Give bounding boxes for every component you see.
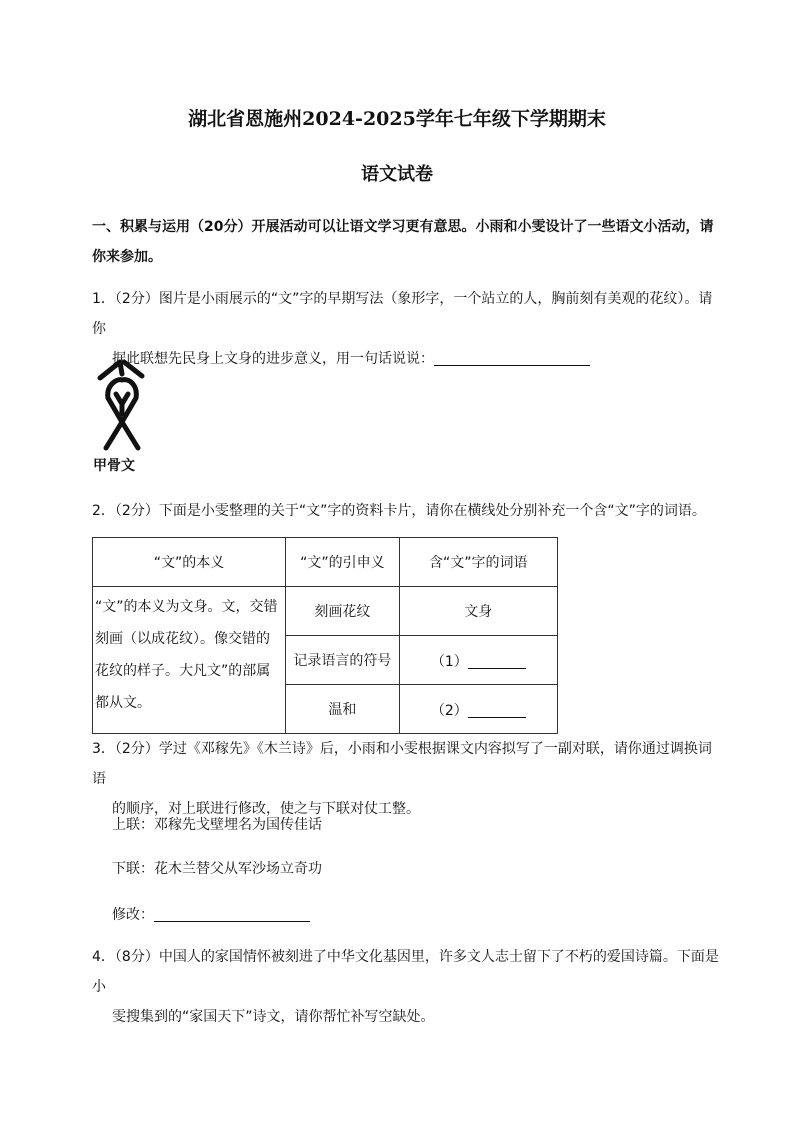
answer-blank[interactable] <box>154 903 310 922</box>
upper-couplet: 上联：邓稼先戈壁埋名为国传佳话 <box>112 817 322 833</box>
question-text: 雯搜集到的“家国天下”诗文，请你帮忙补写空缺处。 <box>112 1009 435 1025</box>
question-number: 4． <box>92 949 115 965</box>
word-cell: 文身 <box>399 587 557 636</box>
question-number: 1． <box>92 291 115 307</box>
question-number: 2． <box>92 503 115 519</box>
answer-blank[interactable] <box>468 699 526 718</box>
glyph-caption: 甲骨文 <box>93 458 135 474</box>
question-text: （2分）学过《邓稼先》《木兰诗》后，小雨和小雯根据课文内容拟写了一副对联，请你通过调换词语 <box>92 741 712 787</box>
extended-meaning-cell: 温和 <box>286 685 400 734</box>
oracle-bone-glyph-icon <box>92 360 152 460</box>
question-text: （8分）中国人的家国情怀被刻进了中华文化基因里，许多文人志士留下了不朽的爱国诗篇。下面是小 <box>92 949 719 995</box>
lower-couplet: 下联：花木兰替父从军沙场立奇功 <box>112 861 322 877</box>
table-header: 含“文”字的词语 <box>399 538 557 587</box>
question-number: 3． <box>92 741 115 757</box>
word-cell <box>399 636 557 685</box>
question-4 <box>92 942 722 1032</box>
original-meaning-cell: “文”的本义为文身。文，交错刻画（以成花纹）。像交错的花纹的样子。大凡文”的部属都从文。 <box>93 587 286 734</box>
extended-meaning-cell: 刻画花纹 <box>286 587 400 636</box>
blank-label: （2） <box>430 702 468 719</box>
question-3 <box>92 734 722 824</box>
table-header: “文”的引申义 <box>286 538 400 587</box>
extended-meaning-cell: 记录语言的符号 <box>286 636 400 685</box>
answer-blank[interactable] <box>468 650 526 669</box>
exam-subtitle: 语文试卷 <box>361 164 433 185</box>
revise-label: 修改： <box>112 907 154 923</box>
answer-blank[interactable] <box>434 347 590 366</box>
question-text: （2分）下面是小雯整理的关于“文”字的资料卡片，请你在横线处分别补充一个含“文”字的词语。 <box>114 503 706 519</box>
exam-title: 湖北省恩施州2024-2025学年七年级下学期期末 <box>188 108 606 130</box>
question-text: 据此联想先民身上文身的进步意义，用一句话说说： <box>112 351 434 367</box>
table-header: “文”的本义 <box>93 538 286 587</box>
revise-line <box>92 903 310 926</box>
question-2 <box>92 496 722 526</box>
question-1 <box>92 284 722 374</box>
question-text: （2分）图片是小雨展示的“文”字的早期写法（象形字，一个站立的人，胸前刻有美观的花纹）。请你 <box>92 291 713 337</box>
word-cell <box>399 685 557 734</box>
blank-label: （1） <box>430 653 468 670</box>
question-text: 的顺序，对上联进行修改，使之与下联对仗工整。 <box>112 801 420 817</box>
wen-info-card <box>92 537 558 734</box>
section-heading: 一、积累与运用（20分）开展活动可以让语文学习更有意思。小雨和小雯设计了一些语文小活动，请你来参加。 <box>92 219 714 265</box>
